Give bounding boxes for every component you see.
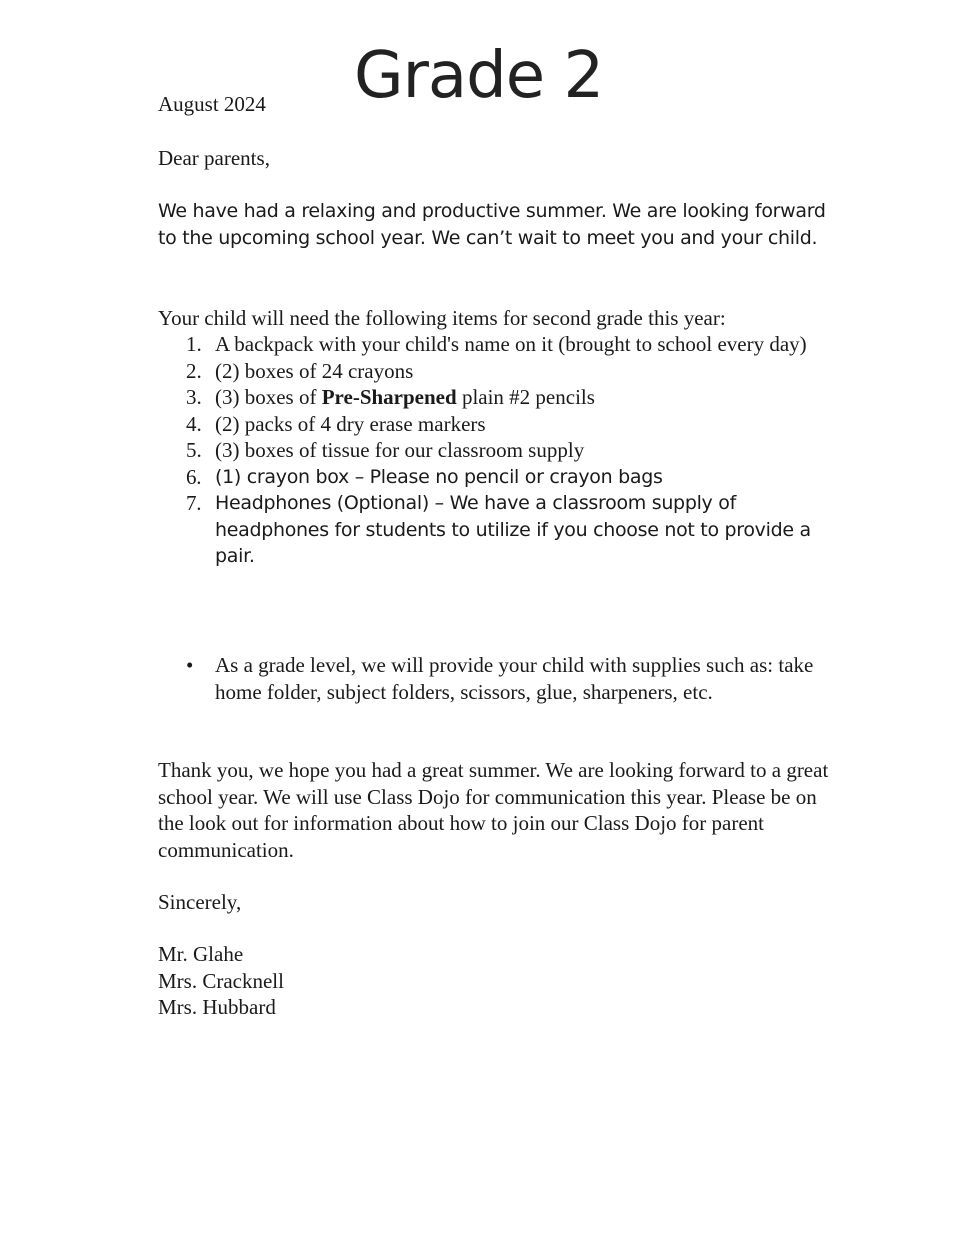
list-item [158, 652, 838, 705]
supply-list-intro: Your child will need the following items for second grade this year: [158, 306, 726, 330]
list-item [158, 490, 838, 570]
list-item-text: A backpack with your child's name on it (brought to school every day) [215, 332, 807, 356]
signature-name: Mr. Glahe [158, 942, 244, 966]
intro-paragraph: We have had a relaxing and productive summer. We are looking forward to the upcoming school year. We can’t wait to meet you and your child. [158, 200, 826, 249]
list-item-text: (2) boxes of 24 crayons [215, 358, 414, 383]
signature-block [158, 941, 284, 1021]
page-title: Grade 2 [354, 39, 604, 113]
list-number: 6. [186, 464, 202, 489]
list-item-text: (2) packs of 4 dry erase markers [215, 411, 486, 436]
list-number: 2. [186, 358, 202, 383]
sign-off: Sincerely, [158, 890, 242, 914]
greeting: Dear parents, [158, 146, 270, 170]
list-item [158, 331, 838, 358]
list-item [158, 464, 838, 491]
list-item-emphasis: Pre-Sharpened [321, 385, 457, 409]
signature-name: Mrs. Cracknell [158, 968, 284, 993]
list-number: 5. [186, 438, 202, 462]
list-item-text-before: (3) boxes of [215, 385, 322, 409]
bullet-icon: • [186, 653, 194, 677]
list-item-text: (1) crayon box – Please no pencil or crayon bags [215, 465, 663, 488]
closing-paragraph: Thank you, we hope you had a great summer. We are looking forward to a great school year. We will use Class Dojo for communication this year. Please be on the look out for information about how to join our Class Dojo for parent communication. [158, 758, 829, 862]
list-item [158, 437, 838, 464]
letter-date: August 2024 [158, 92, 266, 116]
signature-name: Mrs. Hubbard [158, 995, 276, 1019]
list-item [158, 411, 838, 438]
list-item-text: (3) boxes of tissue for our classroom supply [215, 438, 585, 462]
list-number: 3. [186, 385, 202, 409]
list-item [158, 384, 838, 411]
list-item-text: As a grade level, we will provide your child with supplies such as: take home folder, subject folders, scissors, glue, sharpeners, etc. [215, 653, 814, 704]
provided-supplies-list [158, 652, 838, 705]
list-item-text: Headphones (Optional) – We have a classroom supply of headphones for students to utilize if you choose not to provide a pair. [215, 492, 811, 567]
list-item [158, 358, 838, 385]
list-number: 4. [186, 411, 202, 436]
list-number: 7. [186, 491, 202, 515]
list-number: 1. [186, 332, 202, 356]
list-item-text-after: plain #2 pencils [456, 385, 595, 409]
supply-list [158, 331, 838, 570]
